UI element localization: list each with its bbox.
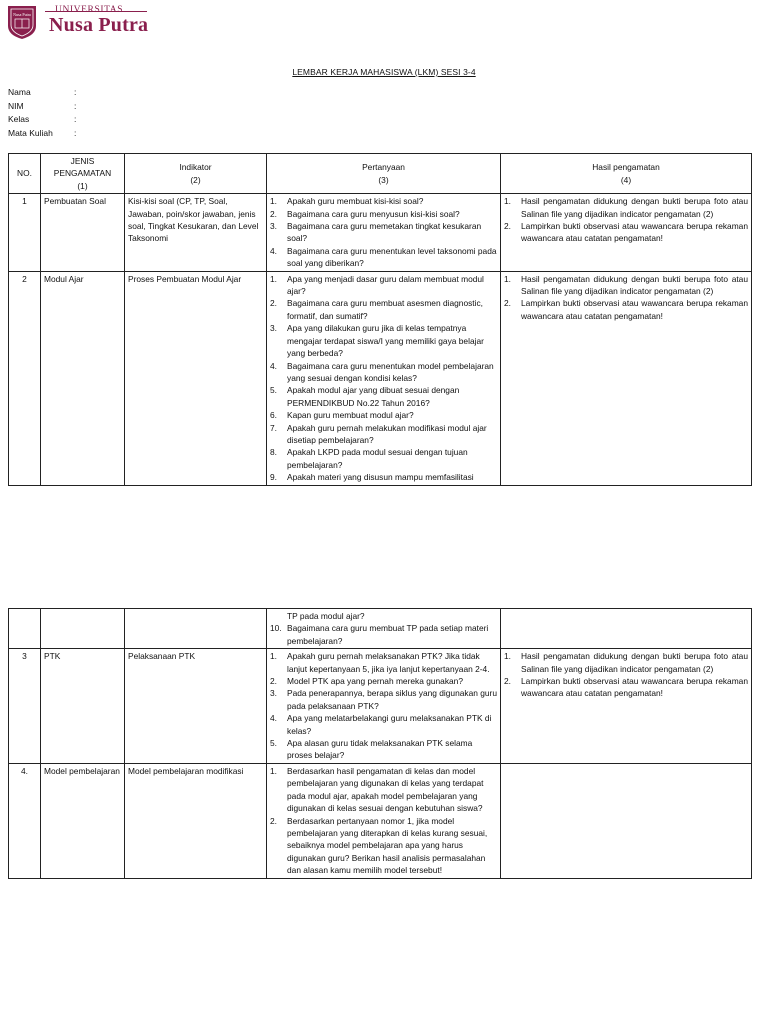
list-item: TP pada modul ajar?: [287, 611, 365, 621]
list-item: 8. Apakah LKPD pada modul sesuai dengan tujuan pembelajaran?: [270, 447, 468, 470]
identity-label: Nama: [8, 87, 31, 97]
university-logo: [5, 4, 155, 42]
row-pertanyaan: [267, 649, 501, 764]
question-list: [270, 273, 497, 484]
list-item: 2. Berdasarkan pertanyaan nomor 1, jika model pembelajaran yang diterapkan di kelas kurang sesuai, sebaiknya model pembelajaran apa yang harus digunakan guru? Berikan hasil analisis permasalahan dan alasan kamu memilih model tersebut!: [270, 815, 488, 876]
list-item: 1. Hasil pengamatan didukung dengan bukti berupa foto atau Salinan file yang dijadikan indicator pengamatan (2): [504, 651, 748, 674]
row-no: 4.: [9, 763, 41, 878]
row-indikator: Model pembelajaran modifikasi: [125, 763, 267, 878]
list-item: 1. Apakah guru pernah melaksanakan PTK? Jika tidak lanjut kepertanyaan 5, jika iya lanjut kepertanyaan 2-4.: [270, 651, 490, 674]
row-no: 2: [9, 271, 41, 485]
list-item: 5. Apakah modul ajar yang dibuat sesuai dengan PERMENDIKBUD No.22 Tahun 2016?: [270, 385, 460, 408]
row-pertanyaan: [267, 763, 501, 878]
table-row-continuation: [9, 609, 752, 649]
list-item: 4. Bagaimana cara guru menentukan level taksonomi pada soal yang diberikan?: [270, 245, 497, 269]
list-item: 6. Kapan guru membuat modul ajar?: [270, 410, 414, 421]
identity-separator: :: [74, 127, 77, 138]
list-item: 2. Bagaimana cara guru menyusun kisi-kisi soal?: [270, 208, 460, 219]
table-row: [9, 194, 752, 271]
header-hasil: [501, 154, 752, 194]
question-list: [270, 610, 497, 647]
header-no: NO.: [9, 154, 41, 194]
header-pertanyaan-num: (3): [378, 174, 389, 185]
observation-table-continued: [8, 608, 752, 879]
identity-separator: :: [74, 100, 77, 111]
logo-brand-name: Nusa Putra: [49, 14, 149, 36]
identity-row-nim: [8, 100, 76, 114]
list-item: 3. Apa yang dilakukan guru jika di kelas tempatnya mengajar terdapat siswa/I yang memiliki gaya belajar yang berbeda?: [270, 323, 484, 359]
row-indikator: [125, 609, 267, 649]
row-jenis: Pembuatan Soal: [41, 194, 125, 271]
list-item: 2. Lampirkan bukti observasi atau wawancara berupa rekaman wawancara atau catatan pengamatan!: [504, 676, 748, 699]
header-jenis-label: JENIS PENGAMATAN: [53, 156, 112, 179]
identity-row-nama: [8, 86, 76, 100]
hasil-list: [504, 195, 748, 245]
row-hasil: [501, 763, 752, 878]
list-item: 3. Pada penerapannya, berapa siklus yang digunakan guru pada pelaksanaan PTK?: [270, 688, 497, 711]
table-header-row: [9, 154, 752, 194]
table-row: [9, 271, 752, 485]
list-item: 2. Bagaimana cara guru membuat asesmen diagnostic, formatif, dan sumatif?: [270, 298, 483, 321]
list-item: 5. Apa alasan guru tidak melaksanakan PTK selama proses belajar?: [270, 738, 473, 761]
list-item: 3. Bagaimana cara guru memetakan tingkat kesukaran soal?: [270, 221, 482, 244]
row-pertanyaan: [267, 194, 501, 271]
list-item: 1. Hasil pengamatan didukung dengan bukti berupa foto atau Salinan file yang dijadikan indicator pengamatan (2): [504, 273, 748, 297]
identity-separator: :: [74, 87, 77, 97]
identity-label: NIM: [8, 100, 24, 111]
list-item: 7. Apakah guru pernah melakukan modifikasi modul ajar disetiap pembelajaran?: [270, 422, 487, 445]
identity-separator: :: [74, 114, 77, 125]
question-list: [270, 765, 497, 877]
list-item: 1. Apakah guru membuat kisi-kisi soal?: [270, 196, 424, 207]
identity-label: Mata Kuliah: [8, 127, 53, 138]
row-hasil: [501, 609, 752, 649]
row-no: [9, 609, 41, 649]
list-item: 4. Bagaimana cara guru menentukan model pembelajaran yang sesuai dengan kondisi kelas?: [270, 360, 494, 383]
identity-block: [8, 86, 76, 140]
row-jenis: Modul Ajar: [41, 271, 125, 485]
header-jenis-num: (1): [77, 180, 88, 191]
row-indikator: Kisi-kisi soal (CP, TP, Soal, Jawaban, poin/skor jawaban, jenis soal, Tingkat Kesukaran, dan Level Taksonomi: [125, 194, 267, 271]
list-item: 2. Model PTK apa yang pernah mereka gunakan?: [270, 676, 463, 687]
header-hasil-num: (4): [620, 174, 632, 185]
table-row: [9, 649, 752, 764]
header-pertanyaan: [267, 154, 501, 194]
list-item: 10. Bagaimana cara guru membuat TP pada setiap materi pembelajaran?: [270, 623, 489, 646]
list-item: 2. Lampirkan bukti observasi atau wawancara berupa rekaman wawancara atau catatan pengamatan!: [504, 221, 748, 244]
row-hasil: [501, 271, 752, 485]
row-no: 1: [9, 194, 41, 271]
list-item: 1. Berdasarkan hasil pengamatan di kelas dan model pembelajaran yang digunakan di kelas yang terdapat pada modul ajar, apakah model pembelajaran yang digunakan di kelas sesuai dengan kebutuhan siswa?: [270, 765, 484, 814]
list-item: 9. Apakah materi yang disusun mampu memfasilitasi: [270, 472, 474, 483]
question-list: [270, 195, 497, 269]
identity-row-kelas: [8, 113, 76, 127]
row-pertanyaan: [267, 271, 501, 485]
header-jenis: [41, 154, 125, 194]
row-hasil: [501, 649, 752, 764]
hasil-list: [504, 650, 748, 700]
table-row: [9, 763, 752, 878]
row-no: 3: [9, 649, 41, 764]
list-item: 1. Apa yang menjadi dasar guru dalam membuat modul ajar?: [270, 273, 484, 297]
row-jenis: Model pembelajaran: [41, 763, 125, 878]
header-pertanyaan-label: Pertanyaan: [362, 162, 405, 173]
list-item: 4. Apa yang melatarbelakangi guru melaksanakan PTK di kelas?: [270, 713, 492, 736]
row-pertanyaan: [267, 609, 501, 649]
logo-university-label: UNIVERSITAS: [55, 5, 124, 15]
document-title: LEMBAR KERJA MAHASISWA (LKM) SESI 3-4: [292, 67, 476, 77]
hasil-list: [504, 273, 748, 323]
row-jenis: [41, 609, 125, 649]
crest-icon: [5, 4, 39, 40]
header-indikator-num: (2): [190, 174, 201, 185]
list-item: 2. Lampirkan bukti observasi atau wawancara berupa rekaman wawancara atau catatan pengamatan!: [504, 298, 748, 321]
question-list: [270, 650, 497, 762]
list-item: 1. Hasil pengamatan didukung dengan bukti berupa foto atau Salinan file yang dijadikan indicator pengamatan (2): [504, 196, 748, 219]
crest-text: Nusa Putra: [13, 12, 31, 17]
row-indikator: Proses Pembuatan Modul Ajar: [125, 271, 267, 485]
row-jenis: PTK: [41, 649, 125, 764]
observation-table: [8, 153, 752, 486]
identity-row-mata-kuliah: [8, 127, 76, 141]
header-indikator-label: Indikator: [179, 162, 212, 173]
identity-label: Kelas: [8, 114, 30, 125]
header-indikator: [125, 154, 267, 194]
row-hasil: [501, 194, 752, 271]
row-indikator: Pelaksanaan PTK: [125, 649, 267, 764]
header-hasil-label: Hasil pengamatan: [592, 162, 660, 173]
